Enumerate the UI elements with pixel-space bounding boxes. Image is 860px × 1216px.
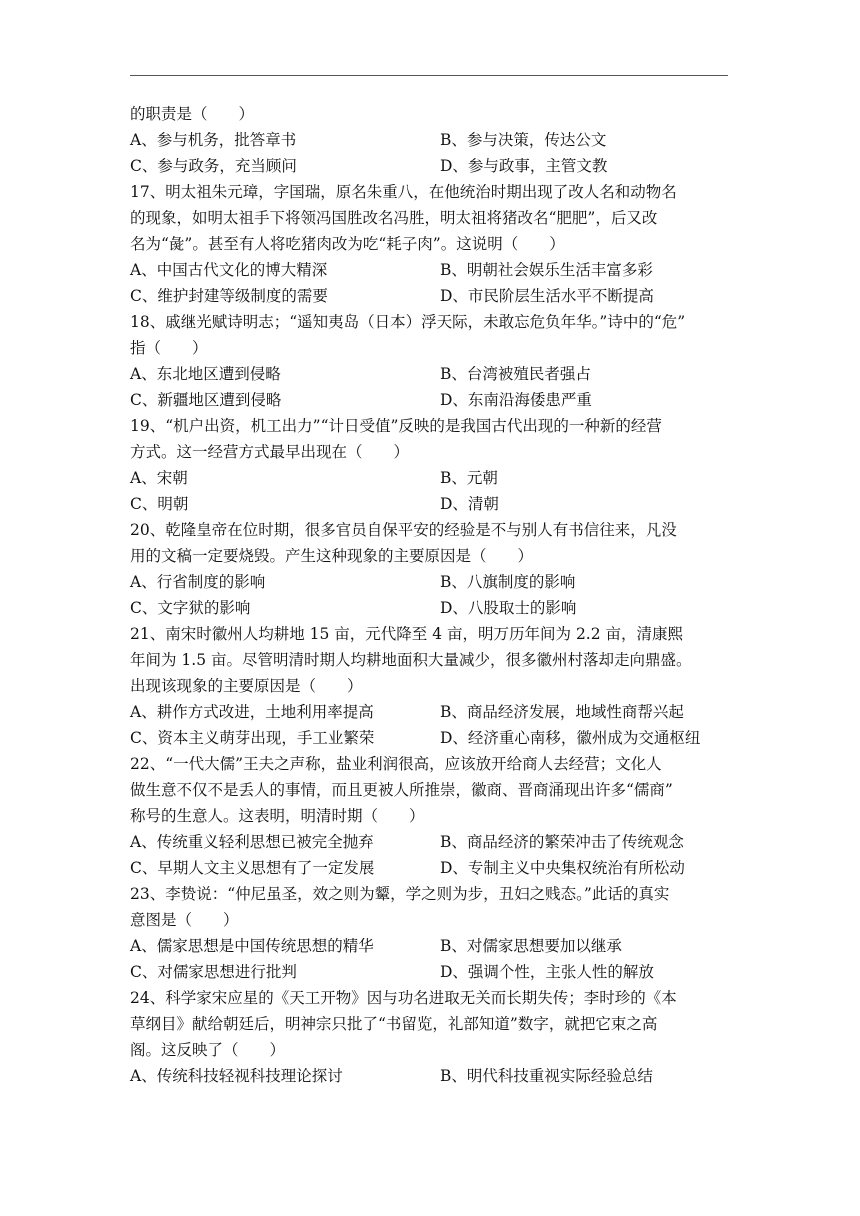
answer-options-row	[130, 829, 730, 855]
answer-option: B、八旗制度的影响	[440, 573, 576, 591]
answer-option: C、早期人文主义思想有了一定发展	[130, 859, 375, 877]
header-rule	[130, 75, 728, 76]
question-text-line: 17、明太祖朱元璋，字国瑞，原名朱重八，在他统治时期出现了改人名和动物名	[130, 183, 677, 201]
answer-options-row	[130, 699, 730, 725]
question-text-line: 年间为 1.5 亩。尽管明清时期人均耕地面积大量减少，很多徽州村落却走向鼎盛。	[130, 651, 692, 669]
answer-options-row	[130, 257, 730, 283]
question-text-line: 21、南宋时徽州人均耕地 15 亩，元代降至 4 亩，明万历年间为 2.2 亩，清康熙	[130, 625, 684, 643]
answer-option: A、中国古代文化的博大精深	[130, 261, 328, 279]
answer-options-row	[130, 933, 730, 959]
answer-option: D、八股取士的影响	[440, 599, 577, 617]
answer-option: D、市民阶层生活水平不断提高	[440, 287, 654, 305]
answer-option: C、对儒家思想进行批判	[130, 963, 297, 981]
answer-option: D、强调个性，主张人性的解放	[440, 963, 654, 981]
answer-options-row	[130, 387, 730, 413]
answer-option: A、传统重义轻利思想已被完全抛弃	[130, 833, 374, 851]
answer-option: A、东北地区遭到侵略	[130, 365, 281, 383]
answer-option: A、宋朝	[130, 469, 188, 487]
answer-options-row	[130, 1063, 730, 1089]
answer-option: D、经济重心南移，徽州成为交通枢纽	[440, 729, 701, 747]
answer-option: C、参与政务，充当顾问	[130, 157, 297, 175]
question-text-line: 19、“机户出资，机工出力”“计日受值”反映的是我国古代出现的一种新的经营	[130, 417, 662, 435]
answer-options-row	[130, 959, 730, 985]
answer-options-row	[130, 855, 730, 881]
answer-options-row	[130, 725, 730, 751]
question-text-line: 意图是（ ）	[130, 911, 239, 929]
question-text-line: 20、乾隆皇帝在位时期，很多官员自保平安的经验是不与别人有书信往来，凡没	[130, 521, 677, 539]
answer-option: B、明代科技重视实际经验总结	[440, 1067, 653, 1085]
answer-options-row	[130, 569, 730, 595]
question-text-line: 指（ ）	[130, 339, 208, 357]
answer-option: B、商品经济发展，地域性商帮兴起	[440, 703, 684, 721]
answer-option: B、元朝	[440, 469, 498, 487]
answer-option: A、行省制度的影响	[130, 573, 266, 591]
answer-options-row	[130, 465, 730, 491]
answer-options-row	[130, 153, 730, 179]
question-text-line: 22、“一代大儒”王夫之声称，盐业利润很高，应该放开给商人去经营；文化人	[130, 755, 662, 773]
question-text-line: 名为“彘”。甚至有人将吃猪肉改为吃“耗子肉”。这说明（ ）	[130, 235, 565, 253]
answer-option: B、对儒家思想要加以继承	[440, 937, 622, 955]
answer-option: B、台湾被殖民者强占	[440, 365, 591, 383]
question-text-line: 方式。这一经营方式最早出现在（ ）	[130, 443, 410, 461]
answer-option: A、传统科技轻视科技理论探讨	[130, 1067, 343, 1085]
answer-option: C、文字狱的影响	[130, 599, 251, 617]
answer-option: B、明朝社会娱乐生活丰富多彩	[440, 261, 653, 279]
answer-option: D、专制主义中央集权统治有所松动	[440, 859, 685, 877]
answer-option: C、新疆地区遭到侵略	[130, 391, 282, 409]
answer-option: C、明朝	[130, 495, 189, 513]
question-text-line: 称号的生意人。这表明，明清时期（ ）	[130, 807, 425, 825]
question-text-line: 阁。这反映了（ ）	[130, 1041, 286, 1059]
answer-option: D、清朝	[440, 495, 499, 513]
question-text-line: 草纲目》献给朝廷后，明神宗只批了“书留览，礼部知道”数字，就把它束之高	[130, 1015, 658, 1033]
answer-option: B、商品经济的繁荣冲击了传统观念	[440, 833, 684, 851]
question-text-line: 的现象，如明太祖手下将领冯国胜改名冯胜，明太祖将猪改名“肥肥”，后又改	[130, 209, 658, 227]
question-text-line: 23、李贽说：“仲尼虽圣，效之则为颦，学之则为步，丑妇之贱态。”此话的真实	[130, 885, 670, 903]
answer-options-row	[130, 595, 730, 621]
question-text-line: 用的文稿一定要烧毁。产生这种现象的主要原因是（ ）	[130, 547, 534, 565]
answer-option: B、参与决策，传达公文	[440, 131, 607, 149]
answer-option: C、维护封建等级制度的需要	[130, 287, 328, 305]
question-text-line: 18、戚继光赋诗明志；“遥知夷岛（日本）浮天际，未敢忘危负年华。”诗中的“危”	[130, 313, 686, 331]
answer-options-row	[130, 491, 730, 517]
question-text-line: 的职责是（ ）	[130, 105, 255, 123]
answer-option: A、参与机务，批答章书	[130, 131, 297, 149]
answer-options-row	[130, 283, 730, 309]
answer-option: D、东南沿海倭患严重	[440, 391, 592, 409]
answer-option: A、耕作方式改进，土地利用率提高	[130, 703, 374, 721]
answer-options-row	[130, 361, 730, 387]
question-text-line: 做生意不仅不是丢人的事情，而且更被人所推崇，徽商、晋商涌现出许多“儒商”	[130, 781, 673, 799]
question-text-line: 出现该现象的主要原因是（ ）	[130, 677, 363, 695]
answer-option: A、儒家思想是中国传统思想的精华	[130, 937, 374, 955]
answer-option: C、资本主义萌芽出现，手工业繁荣	[130, 729, 375, 747]
answer-options-row	[130, 127, 730, 153]
question-text-line: 24、科学家宋应星的《天工开物》因与功名进取无关而长期失传；李时珍的《本	[130, 989, 677, 1007]
answer-option: D、参与政事，主管文教	[440, 157, 608, 175]
exam-page-content	[130, 101, 730, 1089]
